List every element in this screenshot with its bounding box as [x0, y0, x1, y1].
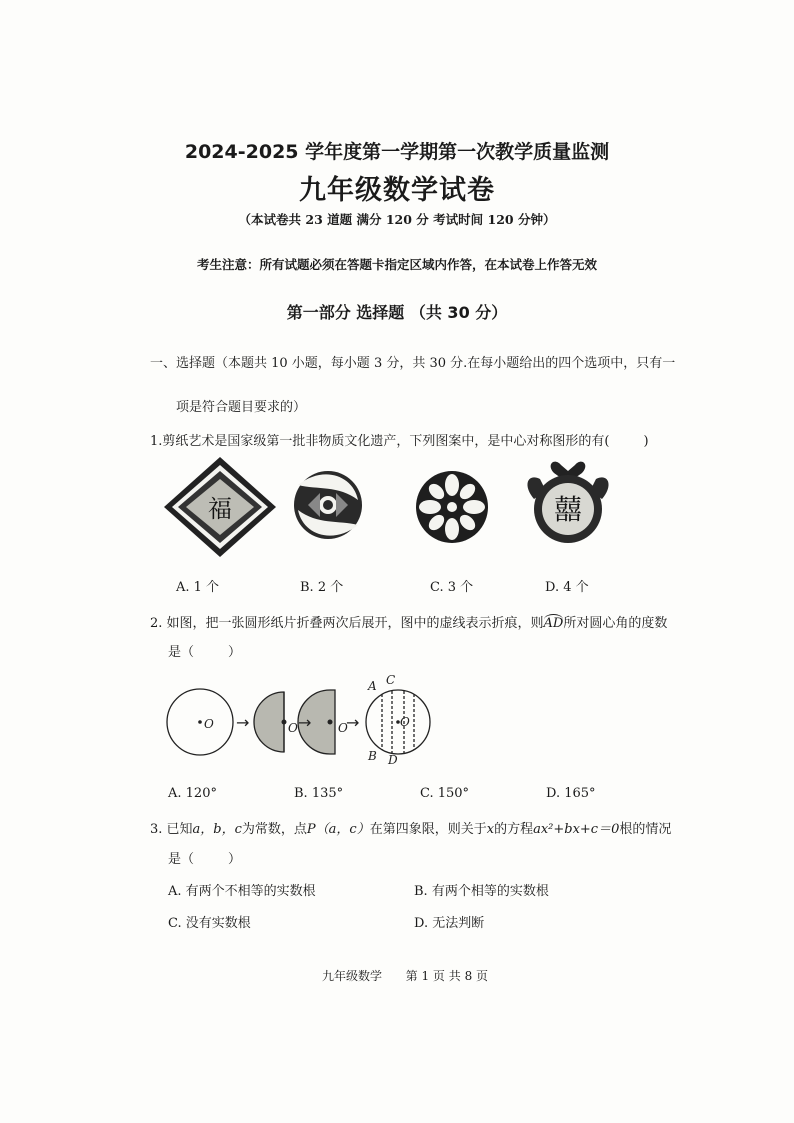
q3-option-b: B. 有两个相等的实数根	[414, 884, 549, 899]
papercut-double-happiness-figure	[527, 462, 608, 543]
label-o: O	[204, 717, 214, 731]
q1-stem-text: 1.剪纸艺术是国家级第一批非物质文化遗产，下列图案中，是中心对称图形的有(	[150, 434, 610, 449]
q2-fold-figure	[160, 670, 460, 770]
q3-abc: a，b，c	[192, 822, 242, 837]
part-title: 第一部分 选择题 （共 30 分）	[286, 303, 508, 322]
q3-stem-part-e: 根的情况	[619, 822, 672, 837]
q3-stem-line2	[168, 848, 241, 867]
q1-option-a: A. 1 个	[176, 580, 220, 595]
q3-stem-part-a: 3. 已知	[150, 822, 193, 837]
q3-stem-line1	[150, 818, 671, 837]
arrow-icon: →	[346, 713, 360, 732]
papercut-flower-figure	[416, 471, 488, 543]
q1-option-d: D. 4 个	[545, 580, 589, 595]
section-intro-line2: 项是符合题目要求的）	[176, 400, 307, 415]
q3-option-c: C. 没有实数根	[168, 916, 251, 931]
q2-option-c: C. 150°	[420, 786, 470, 801]
q2-stem-line1	[150, 612, 667, 631]
q1-option-b: B. 2 个	[300, 580, 344, 595]
q3-stem-part-b: 为常数，点	[241, 822, 307, 837]
double-happiness-character: 囍	[553, 493, 583, 526]
q2-stem-line2-end: ）	[228, 645, 242, 660]
q2-option-a: A. 120°	[168, 786, 217, 801]
bless-character: 福	[208, 495, 232, 523]
q3-stem-part-c: 在第四象限，则关于	[369, 822, 487, 837]
label-o: O	[400, 715, 410, 729]
paper-title: 九年级数学试卷	[299, 175, 495, 206]
footer-subject: 九年级数学	[322, 969, 383, 983]
label-b: B	[368, 749, 377, 763]
exam-notice: 考生注意：所有试题必须在答题卡指定区域内作答，在本试卷上作答无效	[196, 257, 597, 272]
q3-stem-line2-end: ）	[228, 852, 242, 867]
q1-stem	[150, 430, 649, 449]
papercut-fish-figure	[294, 471, 362, 539]
paper-info: （本试卷共 23 道题 满分 120 分 考试时间 120 分钟）	[238, 212, 556, 227]
q2-stem-part-a: 2. 如图，把一张圆形纸片折叠两次后展开，图中的虚线表示折痕，则	[150, 616, 544, 631]
q3-equation: ax²+bx+c＝0	[533, 822, 620, 837]
q3-stem-line2-text: 是（	[168, 852, 195, 867]
page-footer	[322, 967, 488, 984]
q3-point: P（a，c）	[306, 822, 370, 837]
q1-option-c: C. 3 个	[430, 580, 474, 595]
exam-title: 2024-2025 学年度第一学期第一次教学质量监测	[184, 141, 610, 163]
label-a: A	[368, 679, 377, 693]
q1-stem-end: )	[643, 434, 649, 449]
label-o: O	[288, 721, 298, 735]
papercut-diamond-figure	[164, 457, 276, 557]
q2-stem-part-b: 所对圆心角的度数	[563, 616, 668, 631]
q2-arc-ad: AD	[543, 616, 564, 631]
q3-x: x	[486, 822, 495, 837]
q3-stem-part-d: 的方程	[494, 822, 534, 837]
footer-page-number: 第 1 页 共 8 页	[405, 969, 489, 983]
label-c: C	[386, 673, 396, 687]
q2-stem-line2-text: 是（	[168, 645, 195, 660]
q2-option-b: B. 135°	[294, 786, 344, 801]
half-circle	[254, 692, 284, 752]
label-o: O	[338, 721, 348, 735]
arrow-icon: →	[236, 713, 250, 732]
q3-option-a: A. 有两个不相等的实数根	[168, 884, 316, 899]
q2-stem-line2	[168, 641, 241, 660]
q3-option-d: D. 无法判断	[414, 916, 485, 931]
arrow-icon: →	[298, 713, 312, 732]
q1-papercut-figures	[150, 455, 630, 565]
q2-option-d: D. 165°	[546, 786, 596, 801]
section-intro-line1: 一、选择题（本题共 10 小题，每小题 3 分，共 30 分.在每小题给出的四个选项中，只有一	[150, 356, 676, 371]
label-d: D	[388, 753, 398, 767]
